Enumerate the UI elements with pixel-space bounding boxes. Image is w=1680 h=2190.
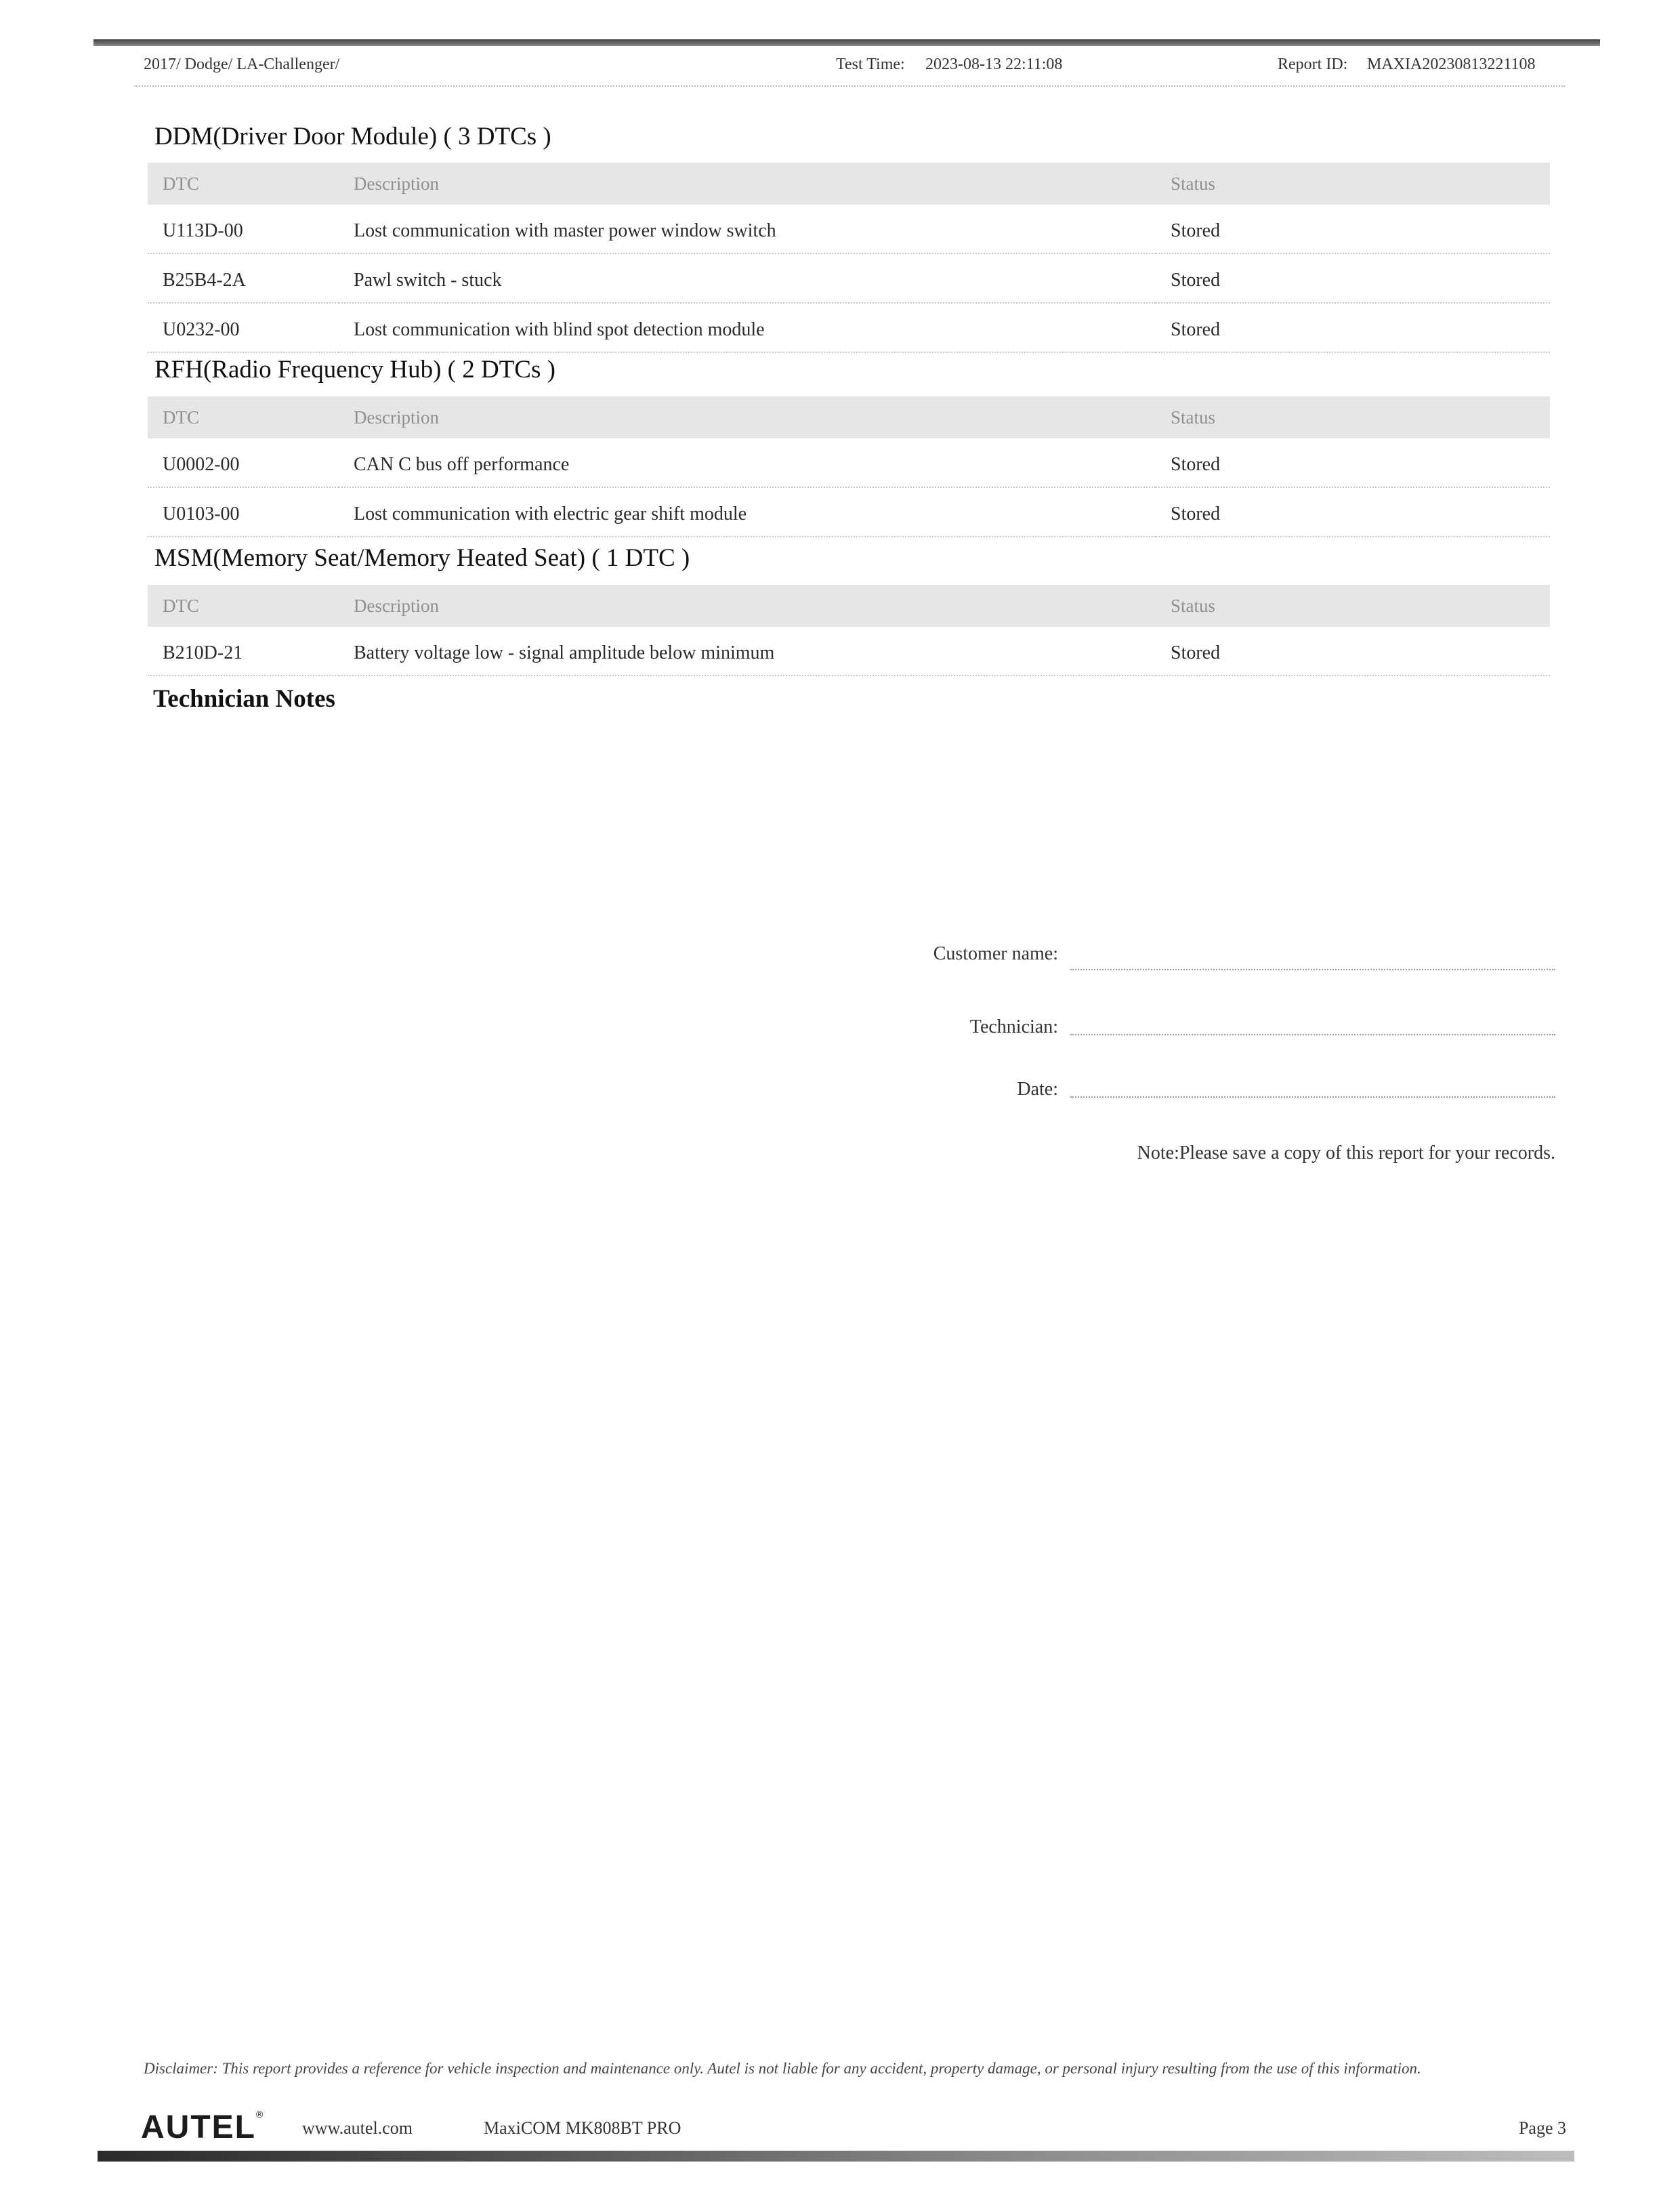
registered-mark: ®: [255, 2109, 265, 2120]
column-header-description: Description: [339, 163, 1156, 205]
page-number: Page 3: [1518, 2118, 1566, 2138]
section-title-rfh: RFH(Radio Frequency Hub) ( 2 DTCs ): [154, 356, 555, 384]
column-header-dtc: DTC: [148, 396, 339, 438]
column-header-dtc: DTC: [148, 163, 339, 205]
table-row: [148, 253, 1550, 303]
dtc-table-rfh: [148, 396, 1550, 537]
website-text: www.autel.com: [302, 2118, 413, 2138]
device-model: MaxiCOM MK808BT PRO: [484, 2118, 681, 2138]
customer-name-label: Customer name:: [933, 943, 1058, 964]
dtc-code: U0103-00: [148, 487, 339, 537]
header-divider: [134, 85, 1565, 87]
column-header-status: Status: [1156, 585, 1550, 627]
section-title-msm: MSM(Memory Seat/Memory Heated Seat) ( 1 DTC ): [154, 544, 690, 572]
footer-bar: [98, 2151, 1574, 2162]
customer-name-line: [1070, 969, 1555, 970]
dtc-code: U0002-00: [148, 438, 339, 487]
column-header-status: Status: [1156, 396, 1550, 438]
dtc-status: Stored: [1156, 487, 1550, 537]
dtc-table-ddm: [148, 163, 1550, 353]
report-id-value: MAXIA20230813221108: [1367, 56, 1536, 73]
dtc-description: Lost communication with blind spot detection module: [339, 303, 1156, 352]
dtc-status: Stored: [1156, 438, 1550, 487]
column-header-description: Description: [339, 396, 1156, 438]
report-id-label: Report ID:: [1278, 56, 1348, 73]
autel-logo: [141, 2109, 264, 2146]
dtc-table-msm: [148, 585, 1550, 676]
section-title-ddm: DDM(Driver Door Module) ( 3 DTCs ): [154, 123, 551, 150]
disclaimer-text: Disclaimer: This report provides a reference for vehicle inspection and maintenance only. Autel is not liable for any accident, property damage, or personal injury resulting from the use of this information.: [144, 2060, 1421, 2077]
table-row: [148, 487, 1550, 537]
dtc-status: Stored: [1156, 205, 1550, 253]
technician-line: [1070, 1034, 1555, 1035]
date-label: Date:: [1017, 1079, 1058, 1100]
dtc-code: U113D-00: [148, 205, 339, 253]
table-row: [148, 303, 1550, 352]
test-time-value: 2023-08-13 22:11:08: [925, 56, 1063, 73]
dtc-status: Stored: [1156, 253, 1550, 303]
dtc-description: Lost communication with master power window switch: [339, 205, 1156, 253]
date-line: [1070, 1096, 1555, 1098]
technician-label: Technician:: [969, 1016, 1058, 1037]
table-row: [148, 438, 1550, 487]
table-row: [148, 205, 1550, 253]
dtc-code: B210D-21: [148, 627, 339, 676]
dtc-description: Battery voltage low - signal amplitude below minimum: [339, 627, 1156, 676]
table-row: [148, 627, 1550, 676]
vehicle-info: 2017/ Dodge/ LA-Challenger/: [144, 56, 340, 73]
autel-logo-text: AUTEL: [141, 2109, 256, 2145]
table-header-row: [148, 396, 1550, 438]
dtc-code: B25B4-2A: [148, 253, 339, 303]
column-header-dtc: DTC: [148, 585, 339, 627]
table-header-row: [148, 163, 1550, 205]
dtc-status: Stored: [1156, 303, 1550, 352]
save-copy-note: Note:Please save a copy of this report for your records.: [1137, 1142, 1555, 1163]
technician-notes-title: Technician Notes: [153, 685, 335, 713]
column-header-description: Description: [339, 585, 1156, 627]
column-header-status: Status: [1156, 163, 1550, 205]
dtc-description: Lost communication with electric gear shift module: [339, 487, 1156, 537]
dtc-status: Stored: [1156, 627, 1550, 676]
dtc-description: Pawl switch - stuck: [339, 253, 1156, 303]
dtc-code: U0232-00: [148, 303, 339, 352]
table-header-row: [148, 585, 1550, 627]
test-time-label: Test Time:: [836, 56, 905, 73]
dtc-description: CAN C bus off performance: [339, 438, 1156, 487]
top-header-bar: [93, 39, 1600, 46]
